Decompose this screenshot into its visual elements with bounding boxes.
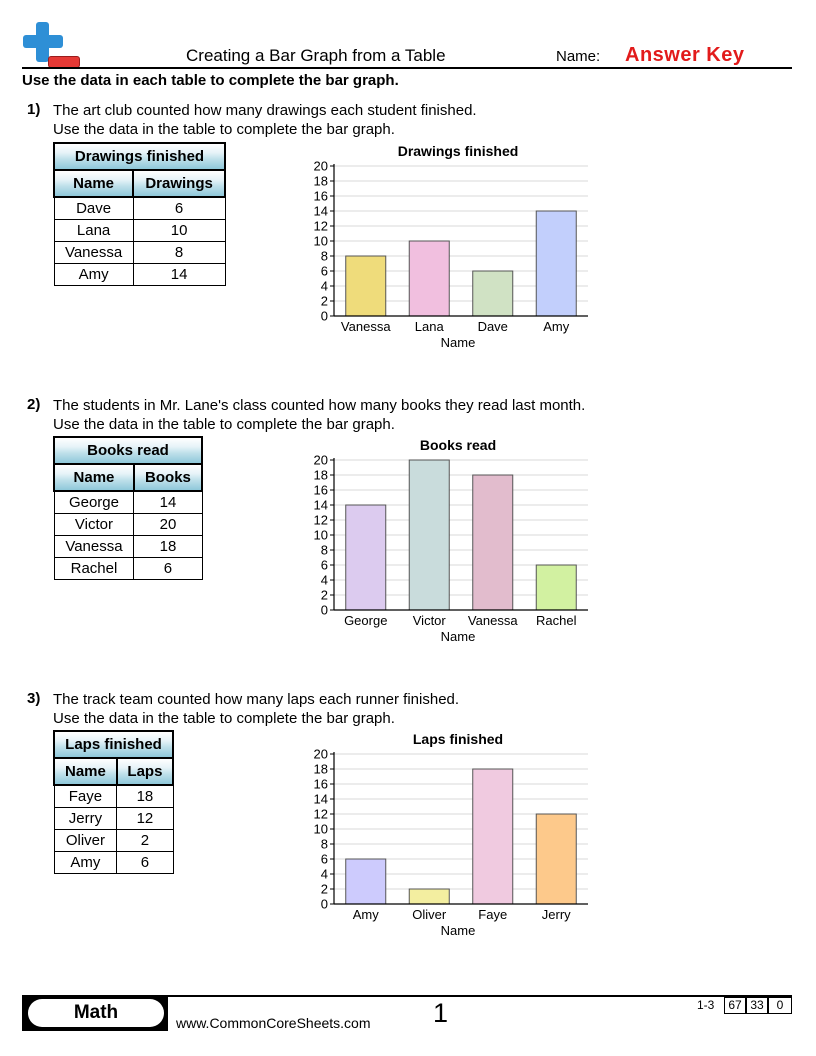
table-cell-name: Vanessa [54, 536, 134, 558]
y-tick-label: 4 [320, 866, 328, 882]
table-cell-name: Lana [54, 220, 133, 242]
bar [346, 859, 386, 904]
y-tick-label: 14 [313, 497, 328, 513]
x-axis-label: Name [440, 335, 476, 350]
y-tick-label: 14 [313, 203, 328, 219]
table-row [54, 514, 202, 536]
table-cell-value: 18 [117, 785, 173, 808]
data-table [53, 436, 203, 580]
problem-text-line2: Use the data in the table to complete the bar graph. [53, 416, 395, 433]
x-tick-label: Dave [477, 319, 508, 334]
problem-text-line2: Use the data in the table to complete the bar graph. [53, 121, 395, 138]
table-cell-name: Victor [54, 514, 134, 536]
table-header-value: Drawings [133, 170, 225, 197]
worksheet-title: Creating a Bar Graph from a Table [186, 46, 446, 65]
x-tick-label: Vanessa [467, 613, 518, 628]
y-tick-label: 2 [320, 587, 328, 603]
y-tick-label: 20 [313, 452, 328, 468]
problem-number: 3) [27, 690, 41, 707]
problem-number: 1) [27, 101, 41, 118]
y-tick-label: 8 [320, 542, 328, 558]
table-row [54, 558, 202, 580]
table-row [54, 264, 225, 286]
table-cell-value: 14 [133, 264, 225, 286]
table-cell-value: 20 [134, 514, 202, 536]
y-tick-label: 16 [313, 188, 328, 204]
x-tick-label: Jerry [541, 907, 571, 922]
x-axis-label: Name [440, 629, 476, 644]
y-tick-label: 16 [313, 482, 328, 498]
bar-chart-drawings [296, 140, 596, 355]
name-label: Name: [556, 48, 601, 65]
y-tick-label: 6 [320, 851, 328, 867]
bar [473, 271, 513, 316]
table-cell-value: 14 [134, 491, 202, 514]
bar [409, 241, 449, 316]
score-box: 33 [746, 997, 768, 1014]
x-tick-label: George [344, 613, 388, 628]
chart-title: Laps finished [412, 731, 504, 747]
table-row [54, 197, 225, 220]
x-tick-label: Lana [414, 319, 444, 334]
table-cell-name: Amy [54, 264, 133, 286]
table-cell-value: 6 [133, 197, 225, 220]
y-tick-label: 18 [313, 761, 328, 777]
table-cell-name: Faye [54, 785, 117, 808]
data-table [53, 730, 174, 874]
y-tick-label: 20 [313, 158, 328, 174]
y-tick-label: 18 [313, 467, 328, 483]
table-row [54, 830, 173, 852]
table-row [54, 242, 225, 264]
y-tick-label: 16 [313, 776, 328, 792]
table-cell-value: 8 [133, 242, 225, 264]
bar [346, 256, 386, 316]
chart-title: Drawings finished [397, 143, 519, 159]
y-tick-label: 12 [313, 218, 328, 234]
table-cell-value: 6 [117, 852, 173, 874]
table-header-name: Name [54, 758, 117, 785]
table-row [54, 220, 225, 242]
y-tick-label: 10 [313, 233, 328, 249]
subject-badge: Math [28, 999, 164, 1027]
bar [536, 814, 576, 904]
logo-plus-horizontal [23, 35, 63, 48]
table-row [54, 785, 173, 808]
problem-text-line1: The track team counted how many laps each runner finished. [53, 691, 460, 708]
x-tick-label: Faye [478, 907, 508, 922]
table-header-name: Name [54, 170, 133, 197]
y-tick-label: 14 [313, 791, 328, 807]
bar [409, 460, 449, 610]
table-cell-name: Dave [54, 197, 133, 220]
y-tick-label: 8 [320, 248, 328, 264]
table-cell-name: Amy [54, 852, 117, 874]
score-box: 67 [724, 997, 746, 1014]
y-tick-label: 18 [313, 173, 328, 189]
header-divider [22, 67, 792, 69]
problem-range: 1-3 [697, 998, 715, 1012]
problem-text-line1: The students in Mr. Lane's class counted how many books they read last month. [53, 397, 586, 414]
table-row [54, 491, 202, 514]
y-tick-label: 4 [320, 278, 328, 294]
table-row [54, 536, 202, 558]
y-tick-label: 2 [320, 293, 328, 309]
x-tick-label: Amy [352, 907, 379, 922]
bar-chart-books [296, 434, 596, 649]
website-text: www.CommonCoreSheets.com [176, 1015, 371, 1031]
table-title: Laps finished [54, 731, 173, 758]
table-header-name: Name [54, 464, 134, 491]
x-tick-label: Amy [543, 319, 570, 334]
chart-title: Books read [419, 437, 497, 453]
table-header-value: Books [134, 464, 202, 491]
x-tick-label: Oliver [412, 907, 447, 922]
bar [409, 889, 449, 904]
y-tick-label: 0 [320, 602, 328, 618]
table-title: Books read [54, 437, 202, 464]
y-tick-label: 6 [320, 557, 328, 573]
y-tick-label: 0 [320, 896, 328, 912]
x-tick-label: Rachel [536, 613, 577, 628]
bar-chart-laps [296, 728, 596, 943]
answer-key-label: Answer Key [625, 44, 745, 66]
y-tick-label: 20 [313, 746, 328, 762]
table-title: Drawings finished [54, 143, 225, 170]
table-cell-name: Jerry [54, 808, 117, 830]
bar [346, 505, 386, 610]
x-axis-label: Name [440, 923, 476, 938]
problem-text-line1: The art club counted how many drawings each student finished. [53, 102, 477, 119]
y-tick-label: 6 [320, 263, 328, 279]
bar [473, 769, 513, 904]
page-number: 1 [433, 998, 449, 1028]
y-tick-label: 12 [313, 806, 328, 822]
table-cell-name: Oliver [54, 830, 117, 852]
y-tick-label: 10 [313, 821, 328, 837]
y-tick-label: 12 [313, 512, 328, 528]
score-box: 0 [768, 997, 792, 1014]
problem-number: 2) [27, 396, 41, 413]
table-cell-name: Vanessa [54, 242, 133, 264]
instructions: Use the data in each table to complete the bar graph. [22, 72, 399, 89]
table-cell-value: 6 [134, 558, 202, 580]
x-tick-label: Victor [412, 613, 446, 628]
table-cell-value: 2 [117, 830, 173, 852]
bar [536, 565, 576, 610]
y-tick-label: 4 [320, 572, 328, 588]
bar [536, 211, 576, 316]
table-cell-name: George [54, 491, 134, 514]
table-cell-name: Rachel [54, 558, 134, 580]
bar [473, 475, 513, 610]
table-row [54, 808, 173, 830]
x-tick-label: Vanessa [340, 319, 391, 334]
table-cell-value: 10 [133, 220, 225, 242]
y-tick-label: 8 [320, 836, 328, 852]
table-cell-value: 12 [117, 808, 173, 830]
table-header-value: Laps [117, 758, 173, 785]
y-tick-label: 10 [313, 527, 328, 543]
problem-text-line2: Use the data in the table to complete the bar graph. [53, 710, 395, 727]
y-tick-label: 2 [320, 881, 328, 897]
table-cell-value: 18 [134, 536, 202, 558]
data-table [53, 142, 226, 286]
y-tick-label: 0 [320, 308, 328, 324]
table-row [54, 852, 173, 874]
